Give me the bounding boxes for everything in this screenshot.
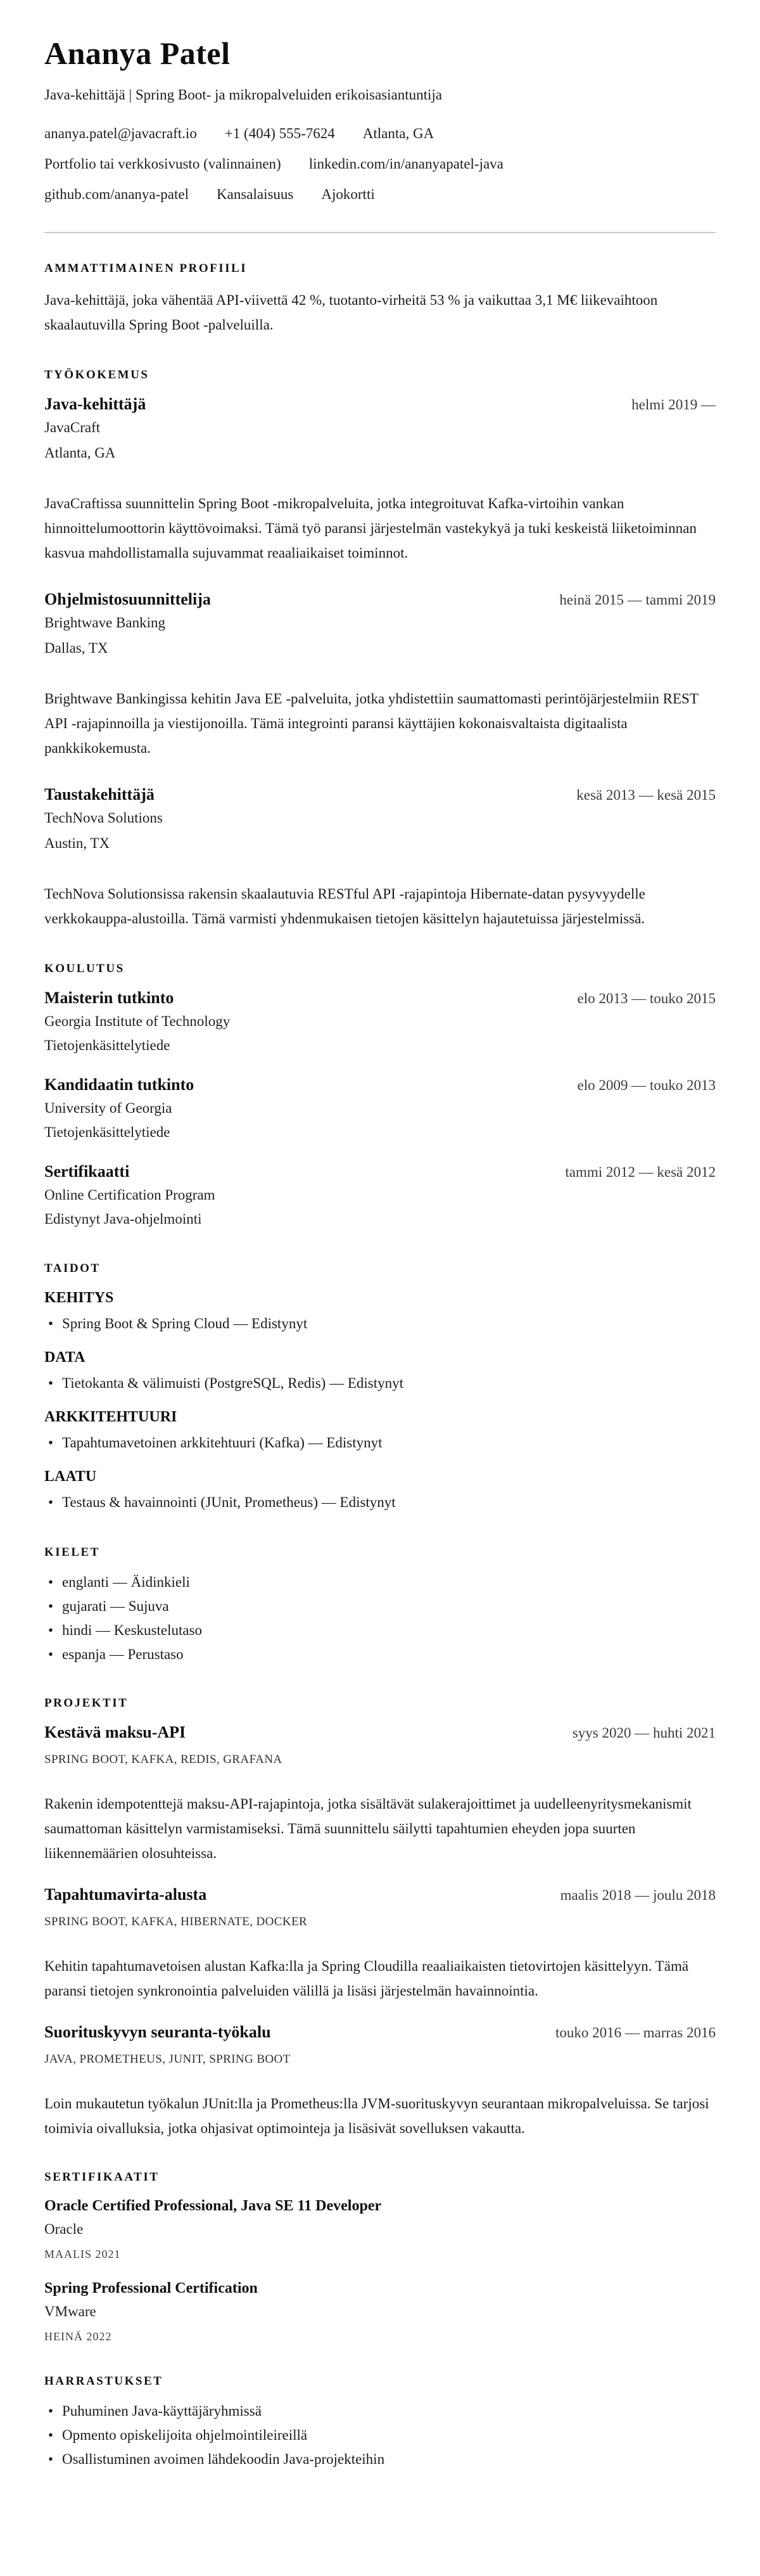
degree-title: Maisterin tutkinto (44, 989, 174, 1007)
header-divider (44, 232, 716, 233)
section-title-projects: PROJEKTIT (44, 1696, 129, 1710)
job-location: Dallas, TX (44, 640, 108, 656)
job-title: Taustakehittäjä (44, 785, 155, 804)
job-entry (44, 783, 716, 931)
job-location: Atlanta, GA (44, 445, 116, 461)
field-of-study: Tietojenkäsittelytiede (44, 1124, 170, 1140)
section-title-languages: KIELET (44, 1546, 100, 1559)
education-dates: elo 2009 — touko 2013 (577, 1077, 716, 1093)
language-item: • gujarati — Sujuva (44, 1594, 716, 1618)
section-title-profile: AMMATTIMAINEN PROFIILI (44, 262, 248, 275)
education-dates: tammi 2012 — kesä 2012 (565, 1164, 716, 1180)
certification-name: Oracle Certified Professional, Java SE 11 Developer (44, 2198, 382, 2214)
skill-item: • Spring Boot & Spring Cloud — Edistynyt (44, 1312, 716, 1336)
school-name: Georgia Institute of Technology (44, 1013, 231, 1029)
project-dates: touko 2016 — marras 2016 (555, 2025, 716, 2041)
project-entry (44, 1721, 716, 1866)
certification-date: MAALIS 2021 (44, 2248, 121, 2260)
job-company: TechNova Solutions (44, 810, 163, 826)
section-title-experience: TYÖKOKEMUS (44, 368, 149, 381)
job-description: Brightwave Bankingissa kehitin Java EE -palveluita, jotka yhdistettiin saumattomasti perintöjärjestelmiin REST API -rajapinnoilla ja viestijonoilla. Tämä integrointi paransi käyttäjien kokonaisvaltaista digitaalista pankkikokemusta. (44, 691, 699, 756)
project-dates: syys 2020 — huhti 2021 (572, 1725, 716, 1741)
job-header (44, 393, 716, 416)
project-description: Rakenin idempotenttejä maksu-API-rajapintoja, jotka sisältävät sulakerajoittimet ja uudelleenyritysmekanismit saumattoman käsittelyn varmistamiseksi. Tämä suunnittelu säilytti tapahtumien eheyden jopa suurten liikennemäärien olosuhteissa. (44, 1796, 692, 1861)
hobby-item: • Puhuminen Java-käyttäjäryhmissä (44, 2399, 716, 2423)
contact-phone: +1 (404) 555-7624 (224, 125, 335, 141)
job-entry (44, 588, 716, 760)
project-dates: maalis 2018 — joulu 2018 (560, 1887, 716, 1903)
education-entry (44, 987, 716, 1057)
job-location: Austin, TX (44, 835, 110, 851)
contact-drivers-license: Ajokortti (321, 186, 375, 202)
certification-date: HEINÄ 2022 (44, 2330, 112, 2343)
school-name: Online Certification Program (44, 1187, 215, 1203)
contact-row-1 (44, 123, 716, 144)
job-entry (44, 393, 716, 565)
profile-summary: Java-kehittäjä, joka vähentää API-viivettä 42 %, tuotanto-virheitä 53 % ja vaikuttaa 3,1 M€ liikevaihtoon skaalautuvilla Spring Boot -palveluilla. (44, 292, 658, 333)
degree-title: Kandidaatin tutkinto (44, 1075, 194, 1094)
skill-list (44, 1312, 716, 1336)
hobby-item: • Osallistuminen avoimen lähdekoodin Java-projekteihin (44, 2447, 716, 2471)
education-entry (44, 1073, 716, 1144)
contact-row-2 (44, 153, 716, 175)
project-header (44, 1721, 716, 1745)
project-description: Kehitin tapahtumavetoisen alustan Kafka:lla ja Spring Cloudilla reaaliaikaisten tietovirtojen käsittelyyn. Tämä paransi tietojen synkronointia palveluiden välillä ja lisäsi järjestelmän havainnointia. (44, 1958, 689, 1999)
project-title: Kestävä maksu-API (44, 1723, 186, 1741)
certification-entry (44, 2278, 716, 2345)
job-company: JavaCraft (44, 420, 101, 435)
job-header (44, 588, 716, 612)
skill-group-title: DATA (44, 1349, 86, 1366)
school-name: University of Georgia (44, 1100, 172, 1116)
section-title-education: KOULUTUS (44, 962, 125, 975)
project-tech-stack: JAVA, PROMETHEUS, JUNIT, SPRING BOOT (44, 2053, 291, 2066)
contact-email: ananya.patel@javacraft.io (44, 125, 197, 141)
job-description: TechNova Solutionsissa rakensin skaalautuvia RESTful API -rajapintoja Hibernate-datan pysyvyydelle verkkokauppa-alustoilla. Tämä varmisti yhdenmukaisen tietojen käsittelyn hajautetuissa järjestelmissä. (44, 886, 645, 926)
skill-group-title: LAATU (44, 1468, 97, 1485)
field-of-study: Edistynyt Java-ohjelmointi (44, 1211, 202, 1227)
certification-entry (44, 2195, 716, 2262)
project-tech-stack: SPRING BOOT, KAFKA, HIBERNATE, DOCKER (44, 1915, 308, 1928)
contact-location: Atlanta, GA (362, 125, 434, 141)
job-dates: helmi 2019 — (631, 397, 716, 413)
job-dates: kesä 2013 — kesä 2015 (576, 787, 716, 803)
skill-group-title: ARKKITEHTUURI (44, 1409, 177, 1425)
skill-item: • Tietokanta & välimuisti (PostgreSQL, Redis) — Edistynyt (44, 1371, 716, 1395)
certification-issuer: Oracle (44, 2221, 84, 2237)
project-description: Loin mukautetun työkalun JUnit:lla ja Prometheus:lla JVM-suorituskyvyn seurantaan mikropalveluissa. Se tarjosi toimivia oivalluksia, jotka ohjasivat optimointeja ja lisäsivät sovelluksen vakautta. (44, 2096, 709, 2136)
project-entry (44, 2021, 716, 2141)
language-list (44, 1570, 716, 1667)
project-title: Suorituskyvyn seuranta-työkalu (44, 2023, 271, 2041)
job-title: Ohjelmistosuunnittelija (44, 590, 211, 608)
education-header (44, 1073, 716, 1097)
education-header (44, 1160, 716, 1184)
job-header (44, 783, 716, 807)
language-item: • englanti — Äidinkieli (44, 1570, 716, 1594)
education-dates: elo 2013 — touko 2015 (577, 990, 716, 1006)
contact-portfolio: Portfolio tai verkkosivusto (valinnainen) (44, 156, 281, 172)
education-entry (44, 1160, 716, 1231)
education-header (44, 987, 716, 1010)
language-item: • hindi — Keskustelutaso (44, 1618, 716, 1643)
project-header (44, 2021, 716, 2044)
project-header (44, 1883, 716, 1907)
section-title-hobbies: HARRASTUKSET (44, 2374, 163, 2388)
skill-list (44, 1490, 716, 1515)
skill-list (44, 1431, 716, 1455)
job-description: JavaCraftissa suunnittelin Spring Boot -mikropalveluita, jotka integroituvat Kafka-virtoihin vankan hinnoittelumoottorin käyttövoimaksi. Tämä työ paransi järjestelmän vastekykyä ja tuki keskeistä liiketoiminnan kasvua mahdollistamalla sujuvammat reaaliaikaiset toiminnot. (44, 496, 697, 561)
section-title-skills: TAIDOT (44, 1262, 101, 1275)
job-title: Java-kehittäjä (44, 395, 146, 413)
contact-citizenship: Kansalaisuus (217, 186, 294, 202)
hobby-list (44, 2399, 716, 2471)
skill-item: • Tapahtumavetoinen arkkitehtuuri (Kafka) — Edistynyt (44, 1431, 716, 1455)
project-entry (44, 1883, 716, 2003)
field-of-study: Tietojenkäsittelytiede (44, 1037, 170, 1053)
skill-list (44, 1371, 716, 1395)
skill-item: • Testaus & havainnointi (JUnit, Prometheus) — Edistynyt (44, 1490, 716, 1515)
section-title-certifications: SERTIFIKAATIT (44, 2170, 160, 2184)
contact-row-3 (44, 184, 716, 205)
headline: Java-kehittäjä | Spring Boot- ja mikropalveluiden erikoisasiantuntija (44, 87, 443, 103)
hobby-item: • Opmento opiskelijoita ohjelmointileireillä (44, 2423, 716, 2447)
degree-title: Sertifikaatti (44, 1162, 130, 1181)
person-name: Ananya Patel (44, 35, 231, 71)
certification-name: Spring Professional Certification (44, 2280, 258, 2297)
project-title: Tapahtumavirta-alusta (44, 1885, 207, 1904)
contact-linkedin: linkedin.com/in/ananyapatel-java (308, 156, 504, 172)
skill-group-title: KEHITYS (44, 1290, 114, 1306)
contact-github: github.com/ananya-patel (44, 186, 189, 202)
job-dates: heinä 2015 — tammi 2019 (559, 592, 716, 608)
language-item: • espanja — Perustaso (44, 1643, 716, 1667)
job-company: Brightwave Banking (44, 615, 165, 631)
certification-issuer: VMware (44, 2304, 96, 2319)
project-tech-stack: SPRING BOOT, KAFKA, REDIS, GRAFANA (44, 1753, 282, 1766)
